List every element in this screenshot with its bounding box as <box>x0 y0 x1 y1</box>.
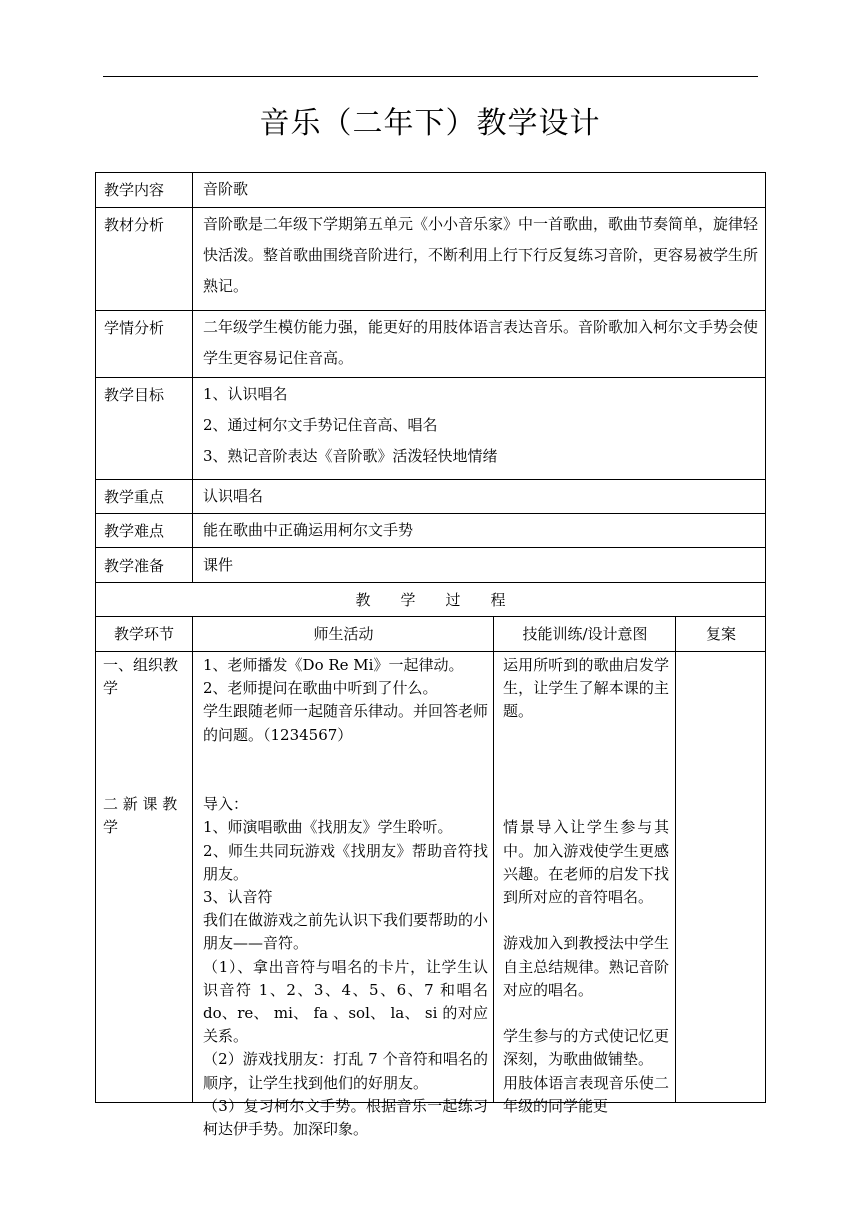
row-text-content: 音阶歌 <box>203 180 249 198</box>
process-heading: 教 学 过 程 <box>355 591 506 609</box>
row-label-objectives: 教学目标 <box>104 386 165 404</box>
row-label-key-point: 教学重点 <box>104 488 165 506</box>
lesson-plan-table <box>95 172 766 1139</box>
row-label-material: 教材分析 <box>104 216 165 234</box>
column-header-intent: 技能训练/设计意图 <box>522 625 648 643</box>
process-intent: 运用所听到的歌曲启发学生，让学生了解本课的主题。 情景导入让学生参与其中。加入游戏使学生更感兴趣。在老师的启发下找到所对应的音符唱名。 游戏加入到教授法中学生自主总结规律。熟记音阶对应的唱名。 学生参与的方式使记忆更深刻，为歌曲做铺垫。 用肢体语言表现音乐使二年级的同学能更 <box>503 656 669 1115</box>
row-label-difficulty: 教学难点 <box>104 522 165 540</box>
row-text-preparation: 课件 <box>203 556 234 574</box>
document-title: 音乐（二年下）教学设计 <box>259 106 601 141</box>
row-label-students: 学情分析 <box>104 319 165 337</box>
row-text-key-point: 认识唱名 <box>203 487 264 505</box>
process-stages: 一、组织教学 二 新 课 教学 <box>103 656 179 837</box>
row-label-content: 教学内容 <box>104 181 165 199</box>
header-rule <box>103 76 758 77</box>
row-text-students: 二年级学生模仿能力强，能更好的用肢体语言表达音乐。音阶歌加入柯尔文手势会使学生更容易记住音高。 <box>203 318 759 367</box>
column-header-notes: 复案 <box>705 625 736 643</box>
row-label-preparation: 教学准备 <box>104 557 165 575</box>
row-text-objectives: 1、认识唱名 2、通过柯尔文手势记住音高、唱名 3、熟记音阶表达《音阶歌》活泼轻快地情绪 <box>203 385 498 465</box>
column-header-activities: 师生活动 <box>313 625 374 643</box>
process-activities: 1、老师播发《Do Re Mi》一起律动。 2、老师提问在歌曲中听到了什么。 学生跟随老师一起随音乐律动。并回答老师的问题。（1234567） 导入： 1、师演唱歌曲《找朋友》学生聆听。 2、师生共同玩游戏《找朋友》帮助音符找朋友。 3、认音符 我们在做游戏之前先认识下我们要帮助的小朋友——音符。 （1）、拿出音符与唱名的卡片，让学生认识音符 1、2、3、4、5、6、7 和唱名 do、re、 mi、 fa 、sol、 la、 si 的对应关系。 （2）游戏找朋友：打乱 7 个音符和唱名的顺序，让学生找到他们的好朋友。 （3）复习柯尔文手势。根据音乐一起练习柯达伊手势。加深印象。 <box>203 656 489 1139</box>
column-header-stage: 教学环节 <box>113 625 174 643</box>
row-text-material: 音阶歌是二年级下学期第五单元《小小音乐家》中一首歌曲，歌曲节奏简单，旋律轻快活泼。整首歌曲围绕音阶进行，不断利用上行下行反复练习音阶，更容易被学生所熟记。 <box>203 215 759 295</box>
row-text-difficulty: 能在歌曲中正确运用柯尔文手势 <box>203 521 414 539</box>
